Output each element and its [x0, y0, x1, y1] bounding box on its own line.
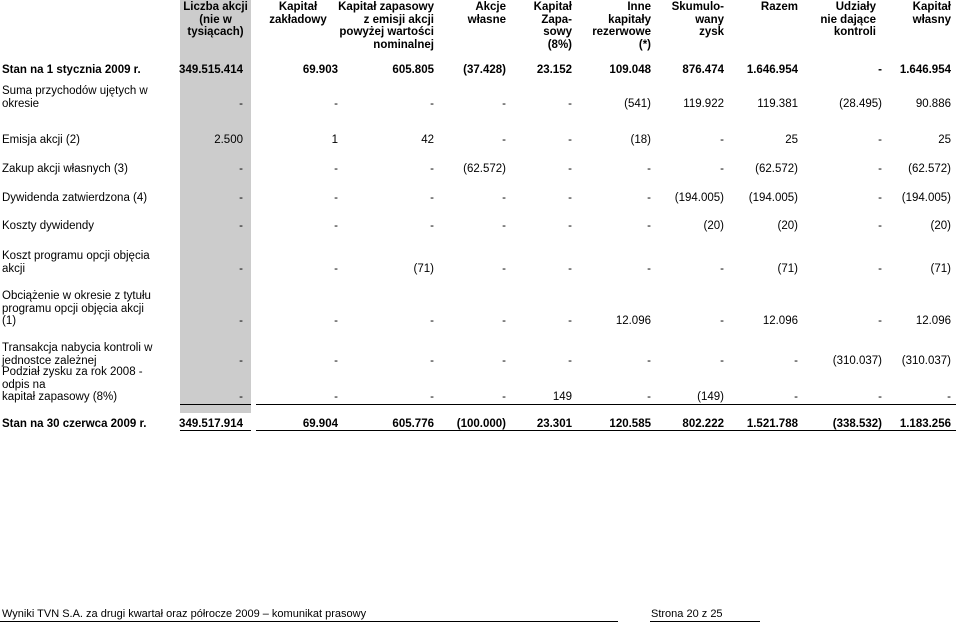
row-label-line: Transakcja nabycia kontroli w: [2, 342, 153, 354]
header-line: Inne: [627, 1, 651, 13]
header-kapital-zakladowy: [258, 1, 338, 26]
table-cell: (541): [624, 97, 651, 110]
header-line: powyżej wartości: [339, 26, 434, 39]
row-label-line: Zakup akcji własnych (3): [2, 163, 128, 175]
row-label-line: Suma przychodów ujętych w: [2, 85, 148, 97]
table-cell: -: [568, 192, 572, 204]
header-line: zysk: [699, 26, 724, 39]
header-inne-kapitaly: [580, 1, 651, 51]
table-cell: 12.096: [762, 315, 798, 328]
table-cell: 25: [938, 134, 951, 146]
header-line: (*): [638, 38, 651, 51]
table-cell: -: [239, 163, 243, 175]
table-cell: -: [568, 220, 572, 232]
header-line: kapitały: [608, 13, 651, 26]
row-label: [2, 85, 180, 110]
table-cell: 1.183.256: [899, 418, 951, 430]
row-label: [2, 134, 180, 147]
table-cell: -: [647, 192, 651, 204]
table-cell: -: [568, 163, 572, 175]
table-cell: -: [568, 262, 572, 275]
table-cell: -: [334, 315, 338, 328]
table-cell: 1.646.954: [746, 64, 798, 76]
table-cell: -: [720, 163, 724, 175]
table-cell: -: [878, 64, 882, 76]
row-label-line: Stan na 1 stycznia 2009 r.: [2, 64, 141, 76]
table-cell: -: [239, 97, 243, 110]
header-kapital-zapasowy-8: [512, 1, 572, 51]
table-cell: -: [568, 134, 572, 146]
table-cell: 12.096: [615, 315, 651, 328]
table-cell: 1.646.954: [899, 64, 951, 76]
table-cell: -: [334, 163, 338, 175]
table-cell: -: [502, 391, 506, 404]
table-cell: -: [647, 163, 651, 175]
table-cell: -: [878, 391, 882, 404]
table-cell: (62.572): [463, 163, 506, 175]
header-line: zakładowy: [269, 13, 327, 26]
table-cell: -: [430, 391, 434, 404]
table-cell: (20): [930, 220, 951, 232]
table-cell: -: [502, 134, 506, 146]
table-cell: -: [502, 97, 506, 110]
header-line: rezerwowe: [592, 26, 651, 39]
table-cell: (71): [930, 262, 951, 275]
row-label: [2, 220, 180, 233]
row-label-line: jednostce zależnej: [2, 354, 97, 367]
table-cell: -: [502, 262, 506, 275]
header-razem: [740, 1, 798, 14]
rule-under-row: [256, 404, 956, 405]
table-cell: 25: [785, 134, 798, 146]
table-cell: (338.532): [832, 418, 882, 430]
header-line: nominalnej: [373, 38, 434, 51]
table-cell: -: [720, 134, 724, 146]
row-label-line: kapitał zapasowy (8%): [2, 391, 118, 404]
table-cell: 349.517.914: [179, 418, 243, 430]
table-cell: 349.515.414: [179, 64, 243, 76]
table-cell: 12.096: [915, 315, 951, 328]
header-line: nie dające: [820, 13, 876, 26]
header-line: Udziały: [835, 1, 876, 13]
header-udzialy-nie-dajace-kontroli: [812, 1, 876, 39]
table-cell: 802.222: [682, 418, 724, 430]
table-cell: -: [568, 315, 572, 328]
row-label: [2, 163, 180, 176]
table-cell: -: [430, 97, 434, 110]
table-cell: -: [947, 391, 951, 404]
table-cell: -: [878, 262, 882, 275]
footer-page-number: Strona 20 z 25: [651, 608, 723, 620]
table-cell: 23.152: [536, 64, 572, 76]
table-cell: -: [720, 262, 724, 275]
table-cell: (62.572): [908, 163, 951, 175]
row-label: [2, 418, 180, 431]
header-line: kontroli: [833, 26, 876, 39]
table-cell: -: [568, 354, 572, 367]
table-cell: -: [334, 220, 338, 232]
table-cell: -: [430, 354, 434, 367]
table-cell: -: [878, 192, 882, 204]
table-cell: -: [334, 354, 338, 367]
table-cell: -: [430, 315, 434, 328]
row-label: [2, 342, 180, 367]
table-cell: 69.903: [302, 64, 338, 76]
table-cell: (194.005): [748, 192, 798, 204]
table-cell: -: [334, 391, 338, 404]
table-cell: 119.381: [757, 97, 798, 110]
table-cell: -: [239, 315, 243, 328]
table-cell: -: [334, 97, 338, 110]
header-kapital-zapasowy-emisja: [330, 1, 434, 51]
row-label-line: Koszt programu opcji objęcia: [2, 250, 150, 262]
header-line: (nie w: [199, 13, 232, 26]
table-cell: 42: [421, 134, 434, 146]
header-akcje-wlasne: [446, 1, 506, 26]
table-cell: (149): [697, 391, 724, 404]
table-cell: 605.776: [392, 418, 434, 430]
table-cell: -: [794, 354, 798, 367]
table-cell: 23.301: [536, 418, 572, 430]
header-line: wany: [695, 13, 724, 26]
rule-under-total: [256, 430, 956, 431]
table-cell: -: [239, 192, 243, 204]
footer-rule-left: [0, 621, 618, 622]
table-cell: (310.037): [901, 354, 951, 367]
table-cell: (62.572): [755, 163, 798, 175]
table-cell: -: [239, 354, 243, 367]
header-line: Zapa-: [541, 13, 572, 26]
table-cell: -: [430, 192, 434, 204]
table-cell: 1.521.788: [746, 418, 798, 430]
row-label: [2, 290, 180, 328]
header-line: Kapitał: [278, 1, 318, 13]
table-cell: -: [239, 391, 243, 404]
header-line: sowy: [543, 26, 572, 39]
table-cell: -: [878, 134, 882, 146]
header-line: Kapitał zapasowy: [338, 1, 434, 13]
header-line: Razem: [760, 1, 798, 13]
table-cell: -: [568, 97, 572, 110]
header-line: Kapitał: [912, 1, 951, 13]
table-cell: (28.495): [839, 97, 882, 110]
table-cell: -: [334, 262, 338, 275]
table-cell: -: [239, 220, 243, 232]
header-line: (8%): [547, 38, 572, 51]
table-cell: -: [878, 315, 882, 328]
header-line: Liczba akcji: [183, 1, 248, 13]
header-line: własne: [467, 13, 506, 26]
row-label-line: Koszty dywidendy: [2, 220, 95, 232]
table-cell: -: [647, 262, 651, 275]
table-cell: -: [502, 192, 506, 204]
highlighted-column-shading: [180, 0, 251, 413]
row-label-line: odpis na: [2, 378, 46, 391]
table-cell: 2.500: [214, 134, 243, 146]
table-cell: -: [647, 391, 651, 404]
row-label-line: Obciążenie w okresie z tytułu: [2, 290, 151, 302]
table-cell: 149: [552, 391, 572, 404]
table-cell: 69.904: [302, 418, 338, 430]
row-label-line: akcji: [2, 262, 26, 275]
table-cell: (37.428): [463, 64, 506, 76]
table-cell: -: [720, 354, 724, 367]
table-cell: -: [502, 220, 506, 232]
table-cell: 1: [331, 134, 338, 146]
table-cell: -: [502, 354, 506, 367]
header-kapital-wlasny: [890, 1, 951, 26]
row-label-line: (1): [2, 315, 17, 328]
table-cell: -: [878, 220, 882, 232]
header-line: z emisji akcji: [363, 13, 434, 26]
header-line: Kapitał: [533, 1, 572, 13]
header-line: tysiącach): [187, 26, 244, 39]
table-cell: 120.585: [609, 418, 651, 430]
row-label-line: okresie: [2, 97, 40, 110]
footer-document-title: Wyniki TVN S.A. za drugi kwartał oraz półrocze 2009 – komunikat prasowy: [2, 608, 367, 620]
table-cell: (20): [777, 220, 798, 232]
table-cell: 109.048: [609, 64, 651, 76]
table-cell: (18): [630, 134, 651, 146]
table-cell: -: [878, 163, 882, 175]
table-cell: (194.005): [674, 192, 724, 204]
row-label: [2, 192, 180, 205]
footer-rule-right: [650, 621, 760, 622]
table-cell: 876.474: [682, 64, 724, 76]
table-cell: (71): [777, 262, 798, 275]
row-label-line: Podział zysku za rok 2008 -: [2, 366, 143, 378]
row-label: [2, 64, 180, 77]
header-liczba-akcji: [180, 1, 251, 39]
row-label: [2, 366, 180, 404]
table-cell: -: [334, 192, 338, 204]
table-cell: 90.886: [915, 97, 951, 110]
table-cell: -: [794, 391, 798, 404]
header-skumulowany-zysk: [660, 1, 724, 39]
table-cell: -: [647, 354, 651, 367]
row-label: [2, 250, 180, 275]
row-label-line: Dywidenda zatwierdzona (4): [2, 192, 148, 204]
table-cell: (71): [413, 262, 434, 275]
table-cell: -: [647, 220, 651, 232]
row-label-line: Stan na 30 czerwca 2009 r.: [2, 418, 147, 430]
table-cell: -: [239, 262, 243, 275]
table-cell: 119.922: [683, 97, 724, 110]
table-cell: -: [430, 220, 434, 232]
table-cell: -: [502, 315, 506, 328]
table-cell: (310.037): [832, 354, 882, 367]
table-cell: -: [430, 163, 434, 175]
rule-under-row-column: [180, 404, 251, 405]
row-label-line: Emisja akcji (2): [2, 134, 80, 146]
header-line: Skumulo-: [671, 1, 724, 13]
rule-under-total-column: [180, 430, 251, 431]
table-cell: 605.805: [392, 64, 434, 76]
table-cell: (20): [703, 220, 724, 232]
table-cell: (100.000): [456, 418, 506, 430]
table-cell: -: [720, 315, 724, 328]
header-line: własny: [912, 13, 951, 26]
table-cell: (194.005): [901, 192, 951, 204]
header-line: Akcje: [475, 1, 506, 13]
row-label-line: programu opcji objęcia akcji: [2, 302, 144, 315]
